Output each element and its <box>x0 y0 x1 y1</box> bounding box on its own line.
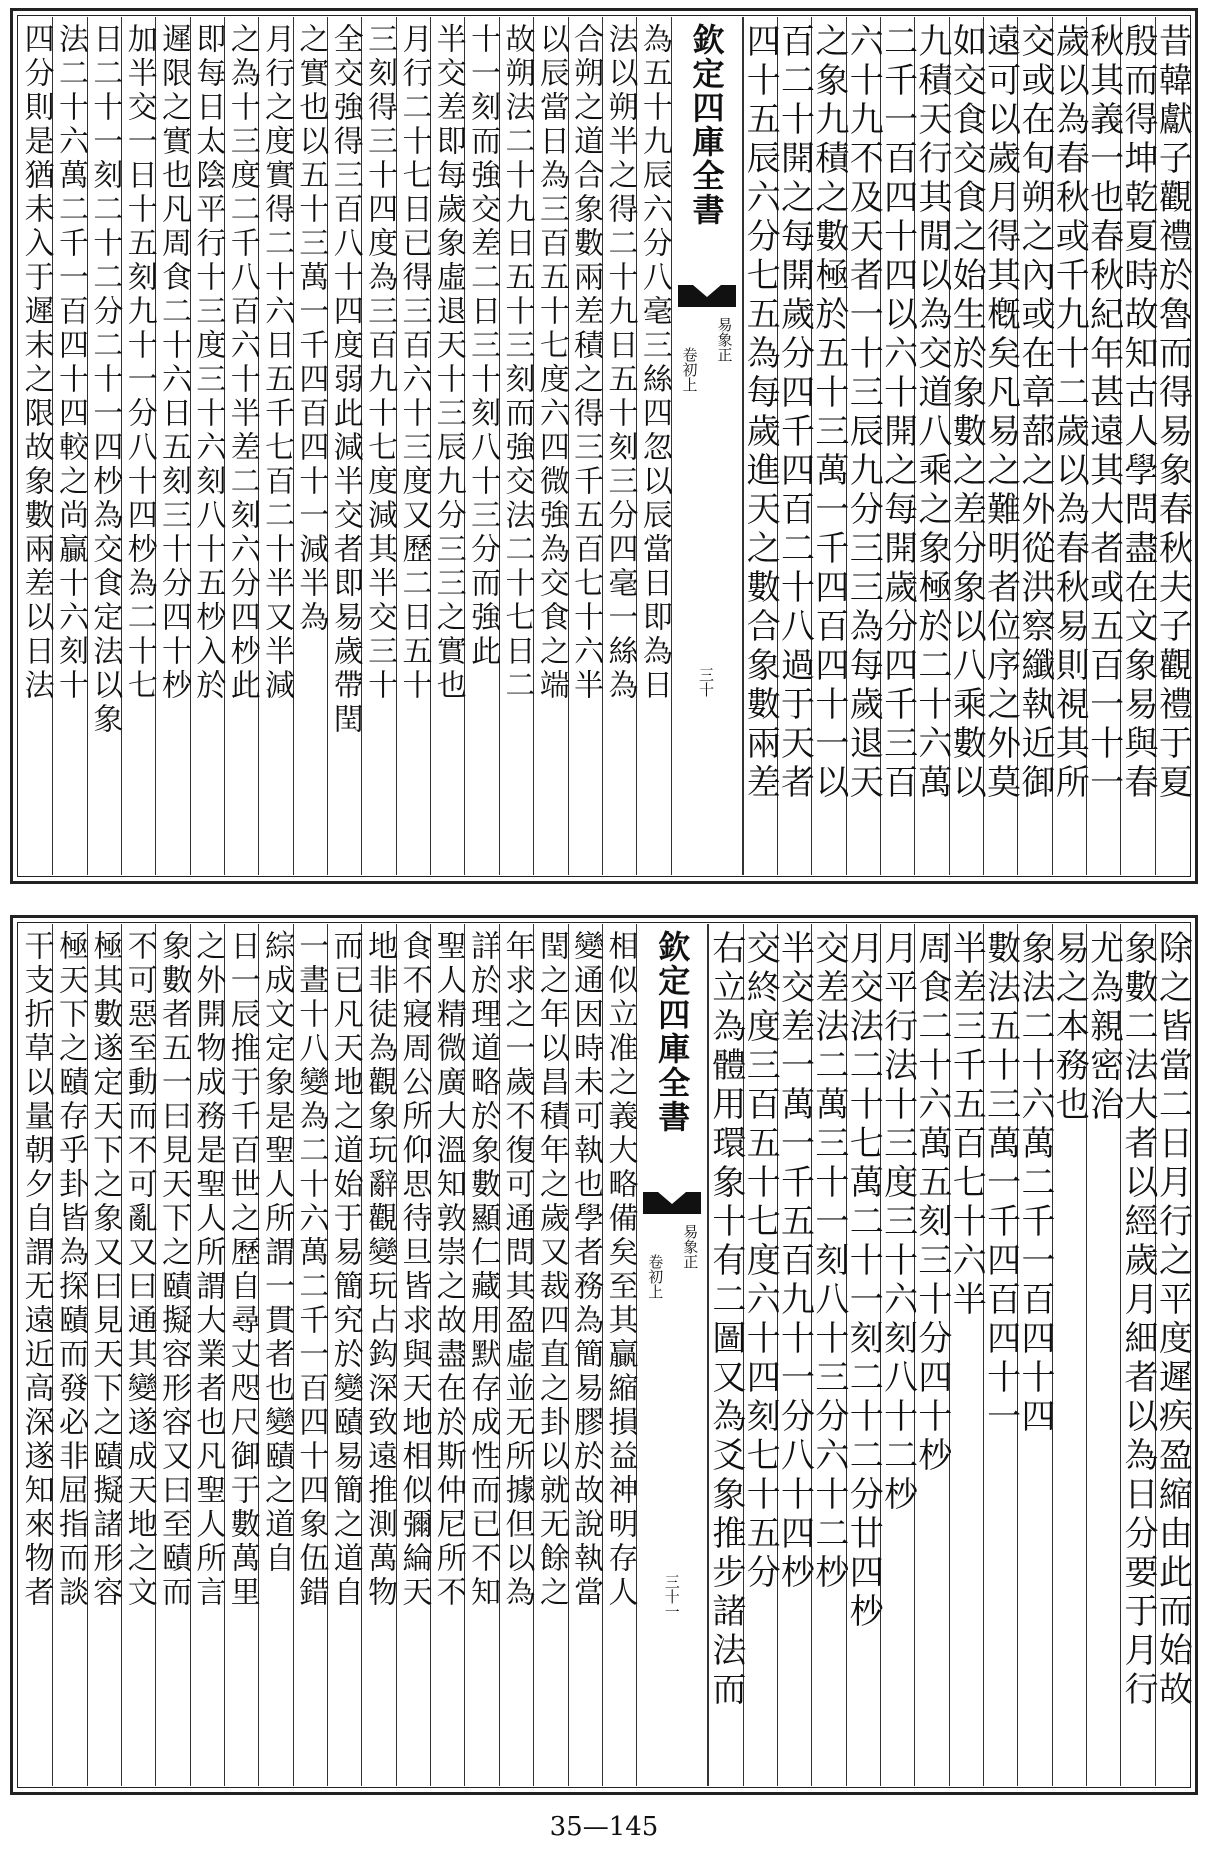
column-text: 易之本務也 <box>1049 930 1090 1125</box>
upper-page-columns <box>18 17 1193 875</box>
text-column <box>636 17 670 875</box>
page-center-strip <box>636 924 708 1786</box>
text-column <box>1083 924 1124 1786</box>
column-text: 聖人精微廣大溫知敦崇之故盡在於斯仲尼所不 <box>430 930 466 1610</box>
folio-number: 三十 <box>697 667 716 697</box>
text-column <box>396 17 430 875</box>
text-column <box>774 924 815 1786</box>
text-column <box>464 924 501 1786</box>
text-column <box>87 924 121 1786</box>
column-text: 月行二十七日已得三百六十三度又歷二日五十 <box>396 23 432 703</box>
text-column <box>121 924 155 1786</box>
column-text: 月平行法十三度三十六刻八十二杪 <box>877 930 918 1515</box>
column-text: 而已凡天地之道始于易簡究於變賾易簡之道自 <box>327 930 363 1610</box>
text-column <box>258 924 295 1786</box>
text-column <box>190 17 224 875</box>
column-text: 食不寢周公所仰思待旦皆求與天地相似彌綸天 <box>396 930 432 1610</box>
column-text: 殷而得坤乾夏時故知古人學問盡在文象易與春 <box>1117 23 1158 803</box>
column-text: 詳於理道略於象數顯仁藏用默存成性而已不知 <box>465 930 501 1610</box>
text-column <box>361 924 398 1786</box>
column-text: 之象九積之數極於五十三萬一千四百四十一以 <box>808 23 849 803</box>
column-text: 年求之一歲不復可通問其盈虛並无所據但以為 <box>499 930 535 1610</box>
column-text: 法以朔半之得二十九日五十刻三分四毫一絲為 <box>602 23 638 703</box>
column-text: 全交強得三百八十四度弱此減半交者即易歲帶閏 <box>327 23 363 737</box>
column-text: 歲以為春秋或千九十二歲以為春秋易則視其所 <box>1049 23 1090 803</box>
column-text: 之外開物成務是聖人所謂大業者也凡聖人所言 <box>190 930 226 1610</box>
text-column <box>568 924 602 1786</box>
text-column <box>258 17 295 875</box>
text-column <box>1152 17 1193 875</box>
column-text: 如交食交食之始生於象數之差分象以八乘數以 <box>946 23 987 803</box>
text-column <box>980 17 1021 875</box>
column-text: 十一刻而強交差二日三十刻八十三分而強此 <box>465 23 501 669</box>
column-text: 三刻得三十四度為三百九十七度減其半交三十 <box>362 23 398 703</box>
text-column <box>1083 17 1124 875</box>
text-column <box>1152 924 1193 1786</box>
text-column <box>19 924 52 1786</box>
text-column <box>327 17 361 875</box>
column-text: 綜成文定象是聖人所謂一貫者也變賾之道自 <box>259 930 295 1576</box>
text-column <box>499 17 533 875</box>
text-column <box>843 17 884 875</box>
page-number: 35—145 <box>549 1812 659 1842</box>
column-text: 不可惡至動而不可亂又曰通其變遂成天地之文 <box>121 930 157 1610</box>
text-column <box>464 17 501 875</box>
text-column <box>121 17 155 875</box>
column-text: 象數者五一曰見天下之賾擬容形容又曰至賾而 <box>156 930 192 1610</box>
column-text: 四分則是猶未入于遲末之限故象數兩差以日法 <box>18 23 54 703</box>
text-column <box>1049 17 1090 875</box>
text-column <box>155 17 192 875</box>
text-column <box>843 924 884 1786</box>
upper-page <box>10 8 1198 884</box>
column-text: 周食二十六萬五刻三十分四十杪 <box>911 930 952 1476</box>
text-column <box>1014 17 1055 875</box>
text-column <box>946 17 987 875</box>
column-text: 地非徒為觀象玩辭觀變玩占鈎深致遠推測萬物 <box>362 930 398 1610</box>
volume-label: 卷初上 <box>680 347 699 392</box>
text-column <box>1117 924 1158 1786</box>
text-column <box>155 924 192 1786</box>
text-column <box>19 17 52 875</box>
text-column <box>980 924 1021 1786</box>
column-text: 秋其義一也春秋紀年甚遠其大者或五百一十一 <box>1083 23 1124 803</box>
text-column <box>224 17 258 875</box>
column-text: 昔韓獻子觀禮於魯而得易象春秋夫子觀禮于夏 <box>1152 23 1193 803</box>
text-column <box>1049 924 1090 1786</box>
text-column <box>533 17 567 875</box>
column-text: 日一辰推于千百世之歷自尋丈咫尺御于數萬里 <box>224 930 260 1610</box>
text-column <box>1117 17 1158 875</box>
column-text: 半差三千五百七十六半 <box>946 930 987 1320</box>
column-text: 以辰當日為三百五十七度六四微強為交食之端 <box>533 23 569 703</box>
column-text: 之為十三度二千八百六十半差二刻六分四杪此 <box>224 23 260 703</box>
text-column <box>499 924 533 1786</box>
text-column <box>361 17 398 875</box>
column-text: 象法二十六萬二千一百四十四 <box>1014 930 1055 1437</box>
column-text: 右立為體用環象十有二圖又為爻象推步諸法而 <box>705 930 746 1710</box>
book-title: 易象正 <box>715 317 734 362</box>
column-text: 遠可以歲月得其槪矣凡易之難明者位序之外莫 <box>980 23 1021 803</box>
text-column <box>774 17 815 875</box>
column-text: 尤為親密治 <box>1083 930 1124 1125</box>
text-column <box>52 924 89 1786</box>
column-text: 百二十開之每開歲分四千四百二十八過于天者 <box>774 23 815 803</box>
text-column <box>740 924 781 1786</box>
column-text: 為五十九辰六分八毫三絲四忽以辰當日即為日 <box>636 23 672 703</box>
book-series-title: 欽定四庫全書 <box>687 23 726 227</box>
lower-page <box>10 915 1198 1795</box>
column-text: 九積天行其閒以為交道八乘之象極於二十六萬 <box>911 23 952 803</box>
column-text: 六十九不及天者一十三辰九分三三為每歲退天 <box>843 23 884 803</box>
fish-tail-mark <box>643 1192 701 1214</box>
column-text: 月交法二十七萬二十一刻二十二分廿四杪 <box>843 930 884 1632</box>
column-text: 之實也以五十三萬一千四百四十一減半為 <box>293 23 329 635</box>
book-title: 易象正 <box>681 1224 700 1269</box>
text-column <box>430 17 464 875</box>
column-text: 合朔之道合象數兩差積之得三千五百七十六半 <box>568 23 604 703</box>
text-column <box>87 17 121 875</box>
column-text: 遲限之實也凡周食二十六日五刻三十分四十杪 <box>156 23 192 703</box>
volume-label: 卷初上 <box>646 1254 665 1299</box>
column-text: 月行之度實得二十六日五千七百二十半又半減 <box>259 23 295 703</box>
column-text: 干支折草以量朝夕自謂无遠近高深遂知來物者 <box>18 930 54 1610</box>
fish-tail-mark <box>678 285 736 307</box>
text-column <box>808 924 849 1786</box>
column-text: 半交差即每歲象虛退天十三辰九分三三之實也 <box>430 23 466 703</box>
text-column <box>1014 924 1055 1786</box>
column-text: 變通因時未可執也學者務為簡易膠於故說執當 <box>568 930 604 1610</box>
text-column <box>568 17 602 875</box>
text-column <box>911 17 952 875</box>
column-text: 一晝十八變為二十六萬二千一百四十四象伍錯 <box>293 930 329 1610</box>
column-text: 日二十一刻二十二分二十一四杪為交食定法以象 <box>87 23 123 737</box>
text-column <box>533 924 567 1786</box>
column-text: 除之皆當二日月行之平度遲疾盈縮由此而始故 <box>1152 930 1193 1710</box>
text-column <box>602 924 636 1786</box>
lower-page-columns <box>18 924 1193 1786</box>
text-column <box>911 924 952 1786</box>
column-text: 交或在旬朔之內或在章蔀之外從洪察纖執近御 <box>1014 23 1055 803</box>
book-series-title: 欽定四庫全書 <box>653 930 692 1134</box>
text-column <box>327 924 361 1786</box>
text-column <box>293 924 327 1786</box>
column-text: 加半交一日十五刻九十一分八十四杪為二十七 <box>121 23 157 703</box>
text-column <box>946 924 987 1786</box>
column-text: 二千一百四十四以六十開之每開歲分四千三百 <box>877 23 918 803</box>
column-text: 法二十六萬二千一百四十四較之尚贏十六刻十 <box>53 23 89 703</box>
text-column <box>705 924 746 1786</box>
text-column <box>190 924 224 1786</box>
column-text: 交差法二萬三十一刻八十三分六十二杪 <box>808 930 849 1593</box>
column-text: 象數二法大者以經歲月細者以為日分要于月行 <box>1117 930 1158 1710</box>
column-text: 交終度三百五十七度六十四刻七十五分 <box>740 930 781 1593</box>
column-text: 四十五辰六分七五為每歲進天之數合象數兩差 <box>740 23 781 803</box>
column-text: 相似立准之義大略備矣至其贏縮損益神明存人 <box>602 930 638 1610</box>
text-column <box>52 17 89 875</box>
column-text: 數法五十三萬一千四百四十一 <box>980 930 1021 1437</box>
column-text: 極其數遂定天下之象又曰見天下之賾擬諸形容 <box>87 930 123 1610</box>
text-column <box>877 17 918 875</box>
column-text: 即每日太陰平行十三度三十六刻八十五杪入於 <box>190 23 226 703</box>
text-column <box>430 924 464 1786</box>
page-center-strip <box>671 17 743 875</box>
text-column <box>396 924 430 1786</box>
text-column <box>293 17 327 875</box>
text-column <box>877 924 918 1786</box>
column-text: 半交差一萬一千五百九十一分八十四杪 <box>774 930 815 1593</box>
text-column <box>808 17 849 875</box>
column-text: 故朔法二十九日五十三刻而強交法二十七日二 <box>499 23 535 703</box>
text-column <box>740 17 781 875</box>
folio-number: 三十一 <box>662 1574 681 1619</box>
text-column <box>224 924 258 1786</box>
text-column <box>602 17 636 875</box>
column-text: 閏之年以昌積年之歲又裁四直之卦以就无餘之 <box>533 930 569 1610</box>
column-text: 極天下之賾存乎卦皆為探賾而發必非屈指而談 <box>53 930 89 1610</box>
